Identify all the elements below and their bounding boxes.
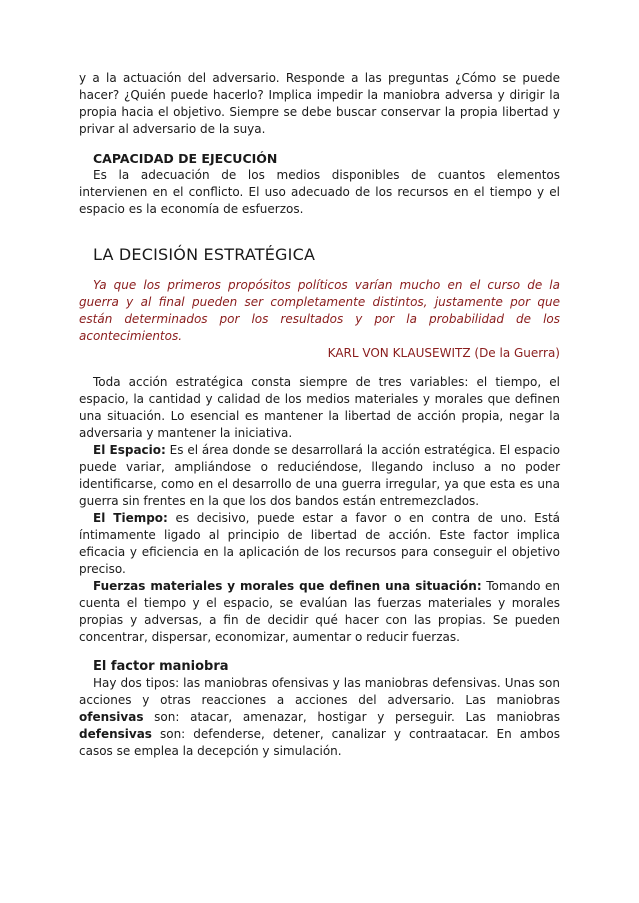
fuerzas-label: Fuerzas materiales y morales que definen una situación: [93, 579, 482, 593]
espacio-text: Es el área donde se desarrollará la acción estratégica. El espacio puede variar, ampliándose o reduciéndose, llegando incluso a no poder identificarse, como en el desarrollo de una guerra irregular, ya que esta es una guerra sin frentes en la que los dos bandos están entremezclados. [79, 443, 560, 508]
ofensivas-label: ofensivas [79, 710, 144, 724]
intro-paragraph: y a la actuación del adversario. Responde a las preguntas ¿Cómo se puede hacer? ¿Quién puede hacerlo? Implica impedir la maniobra adversa y dirigir la propia hacia el objetivo. Siempre se debe buscar conservar la propia libertad y privar al adversario de la suya. [79, 71, 560, 136]
tiempo-label: El Tiempo: [93, 511, 168, 525]
maniobra-heading: El factor maniobra [93, 659, 229, 674]
maniobra-text-2: son: atacar, amenazar, hostigar y perseguir. Las maniobras [143, 710, 560, 724]
maniobra-text-1: Hay dos tipos: las maniobras ofensivas y las maniobras defensivas. Unas son acciones y otras reacciones a acciones del adversario. Las maniobras [79, 676, 560, 707]
tiempo-text: es decisivo, puede estar a favor o en contra de uno. Está íntimamente ligado al principio de libertad de acción. Este factor implica eficacia y eficiencia en la aplicación de los recursos para conseguir el objetivo preciso. [79, 511, 561, 576]
defensivas-label: defensivas [79, 727, 152, 741]
document-page [79, 70, 560, 760]
capacidad-paragraph: Es la adecuación de los medios disponibles de cuantos elementos intervienen en el conflicto. El uso adecuado de los recursos en el tiempo y el espacio es la economía de esfuerzos. [79, 168, 560, 216]
decision-intro-paragraph: Toda acción estratégica consta siempre de tres variables: el tiempo, el espacio, la cantidad y calidad de los medios materiales y morales que definen una situación. Lo esencial es mantener la libertad de acción propia, negar la adversaria y mantener la iniciativa. [79, 375, 560, 440]
maniobra-text-3: son: defenderse, detener, canalizar y contraatacar. En ambos casos se emplea la decepción y simulación. [79, 727, 560, 758]
fuerzas-paragraph [79, 578, 560, 646]
tiempo-paragraph [79, 510, 560, 578]
espacio-paragraph [79, 442, 560, 510]
epigraph-author: KARL VON KLAUSEWITZ (De la Guerra) [327, 346, 560, 360]
maniobra-paragraph [79, 675, 560, 760]
decision-heading: LA DECISIÓN ESTRATÉGICA [93, 245, 316, 264]
epigraph-quote: Ya que los primeros propósitos políticos varían mucho en el curso de la guerra y al final pueden ser completamente distintos, justamente por que están determinados por los resultados y por la probabilidad de los acontecimientos. [79, 278, 560, 343]
capacidad-heading: CAPACIDAD DE EJECUCIÓN [93, 151, 278, 166]
fuerzas-text: Tomando en cuenta el tiempo y el espacio, se evalúan las fuerzas materiales y morales propias y adversas, a fin de decidir qué hacer con las propias. Se pueden concentrar, dispersar, economizar, aumentar o reducir fuerzas. [79, 579, 560, 644]
espacio-label: El Espacio: [93, 443, 166, 457]
